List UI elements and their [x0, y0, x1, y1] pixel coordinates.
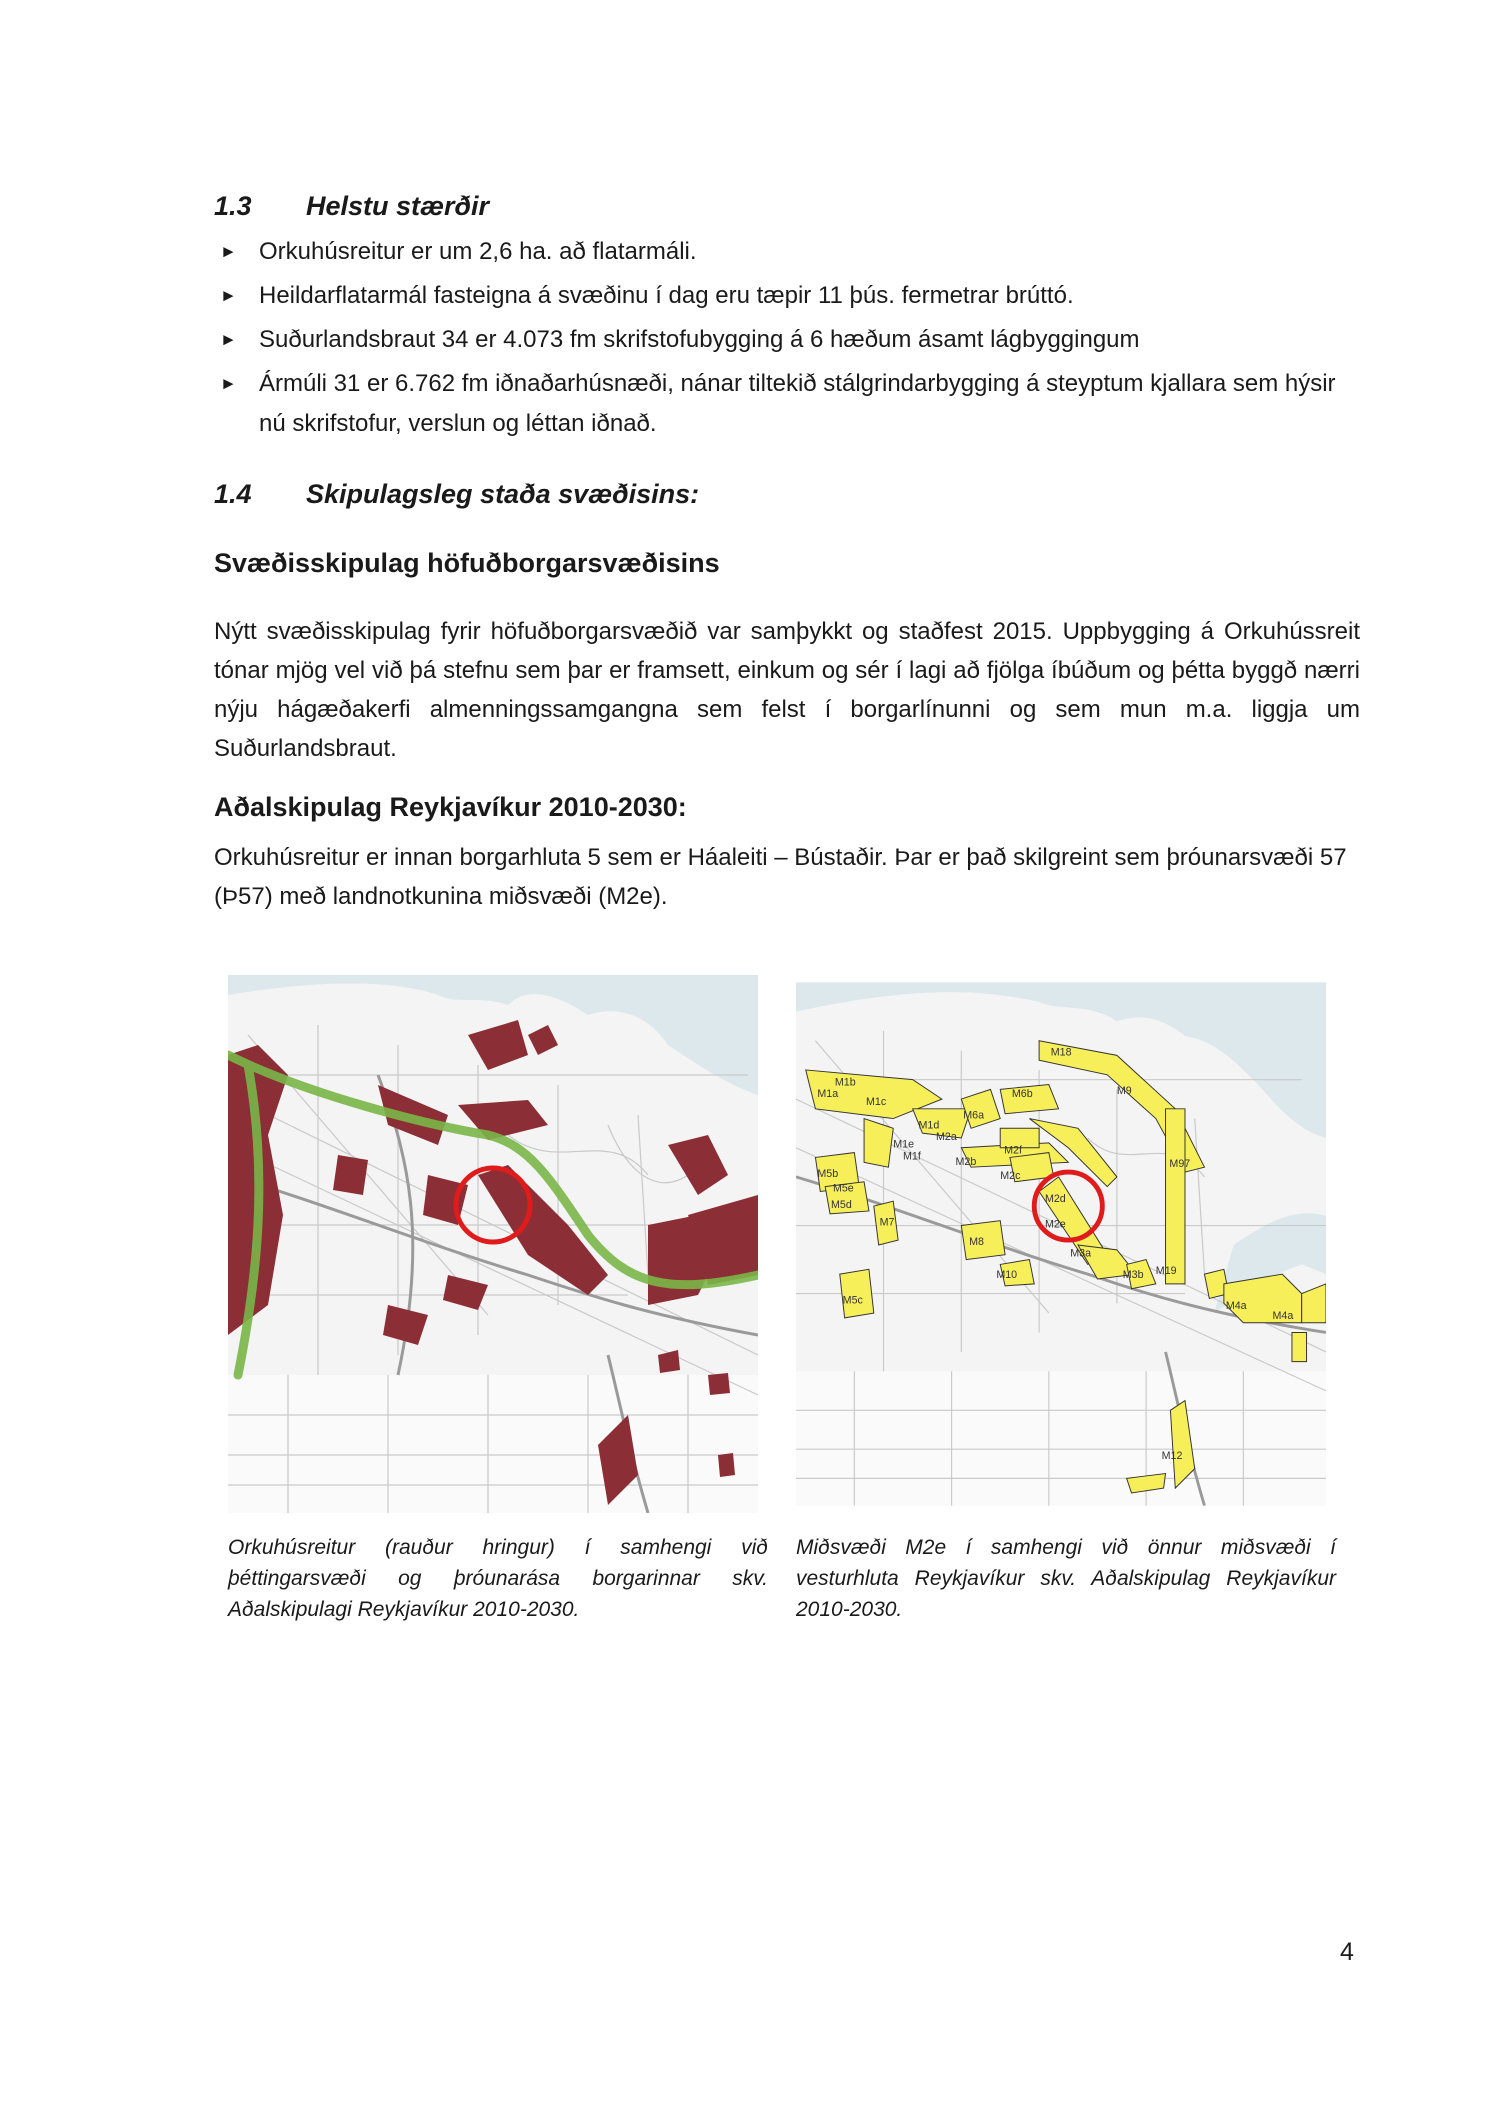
svaedisskipulag-paragraph: Nýtt svæðisskipulag fyrir höfuðborgarsvæðið var samþykkt og staðfest 2015. Uppbygging á Orkuhússreit tónar mjög vel við þá stefnu sem þar er framsett, einkum og sér í lagi að fjölga íbúðum og þétta byggð nærri nýju hágæðakerfi almenningssamgangna sem felst í borgarlínunni og sem mun m.a. liggja um Suðurlandsbraut.	[214, 618, 1360, 762]
section-heading-1-3	[214, 191, 489, 222]
zone-label: M2b	[955, 1156, 977, 1169]
zone-label: M8	[969, 1235, 984, 1248]
map-development-areas	[228, 975, 758, 1513]
adalskipulag-heading: Aðalskipulag Reykjavíkur 2010-2030:	[214, 792, 687, 822]
page-number: 4	[1340, 1938, 1354, 1966]
section-title: Helstu stærðir	[306, 191, 490, 221]
zone-label: M4a	[1225, 1300, 1247, 1313]
zone-label: M7	[879, 1216, 895, 1229]
zone-label: M1e	[893, 1138, 915, 1151]
zone-label: M2a	[936, 1130, 957, 1143]
zone-label: M1b	[834, 1076, 856, 1089]
svaedisskipulag-heading: Svæðisskipulag höfuðborgarsvæðisins	[214, 548, 720, 578]
zone-label: M5b	[817, 1167, 839, 1180]
zone-label: M18	[1050, 1046, 1072, 1059]
map-central-zones	[796, 975, 1326, 1513]
list-item: ► Heildarflatarmál fasteigna á svæðinu í dag eru tæpir 11 þús. fermetrar brúttó.	[214, 276, 1360, 316]
zone-label: M1a	[817, 1088, 839, 1101]
zone-label: M12	[1161, 1449, 1183, 1462]
zone-label: M3a	[1070, 1247, 1092, 1260]
adalskipulag-paragraph: Orkuhúsreitur er innan borgarhluta 5 sem er Háaleiti – Bústaðir. Þar er það skilgreint sem þróunarsvæði 57 (Þ57) með landnotkunina miðsvæði (M2e).	[214, 844, 1347, 910]
list-item: ► Ármúli 31 er 6.762 fm iðnaðarhúsnæði, nánar tiltekið stálgrindarbygging á steyptum kjallara sem hýsir nú skrifstofur, verslun og léttan iðnað.	[214, 364, 1360, 444]
bullet-arrow-icon: ►	[220, 286, 237, 305]
zone-label: M19	[1155, 1265, 1177, 1278]
zone-label: M1c	[866, 1095, 887, 1108]
section-title: Skipulagsleg staða svæðisins:	[306, 479, 700, 509]
zone-label: M5d	[831, 1199, 852, 1212]
zone-label: M2e	[1044, 1218, 1066, 1231]
zone-label: M2f	[1004, 1144, 1022, 1157]
section-heading-1-4	[214, 479, 699, 510]
bullet-list	[214, 232, 1360, 448]
zone-label: M5e	[832, 1182, 854, 1195]
zone-label: M2d	[1044, 1193, 1066, 1206]
section-number: 1.4	[214, 479, 252, 509]
list-item: ► Suðurlandsbraut 34 er 4.073 fm skrifstofubygging á 6 hæðum ásamt lágbyggingum	[214, 320, 1360, 360]
zone-label: M97	[1169, 1158, 1191, 1171]
list-item: ► Orkuhúsreitur er um 2,6 ha. að flatarmáli.	[214, 232, 1360, 272]
zone-label: M4a	[1272, 1309, 1294, 1322]
zone-label: M1f	[902, 1150, 921, 1163]
zone-label: M10	[996, 1269, 1018, 1282]
zone-label: M3b	[1122, 1269, 1144, 1282]
zone-label: M6a	[963, 1109, 985, 1122]
zone-label: M5c	[842, 1294, 863, 1307]
zone-label: M9	[1116, 1085, 1132, 1098]
section-number: 1.3	[214, 191, 252, 221]
zone-label: M6b	[1011, 1088, 1033, 1101]
figure-caption-left: Orkuhúsreitur (rauður hringur) í samhengi við þéttingarsvæði og þróunarása borgarinnar skv. Aðalskipulagi Reykjavíkur 2010-2030.	[228, 1536, 768, 1621]
zone-label: M2c	[1000, 1169, 1021, 1182]
figure-caption-right: Miðsvæði M2e í samhengi við önnur miðsvæði í vesturhluta Reykjavíkur skv. Aðalskipulag Reykjavíkur 2010-2030.	[796, 1536, 1336, 1621]
bullet-arrow-icon: ►	[220, 330, 237, 349]
zone-label: M1d	[918, 1119, 940, 1132]
bullet-arrow-icon: ►	[220, 374, 237, 393]
bullet-arrow-icon: ►	[220, 242, 237, 261]
